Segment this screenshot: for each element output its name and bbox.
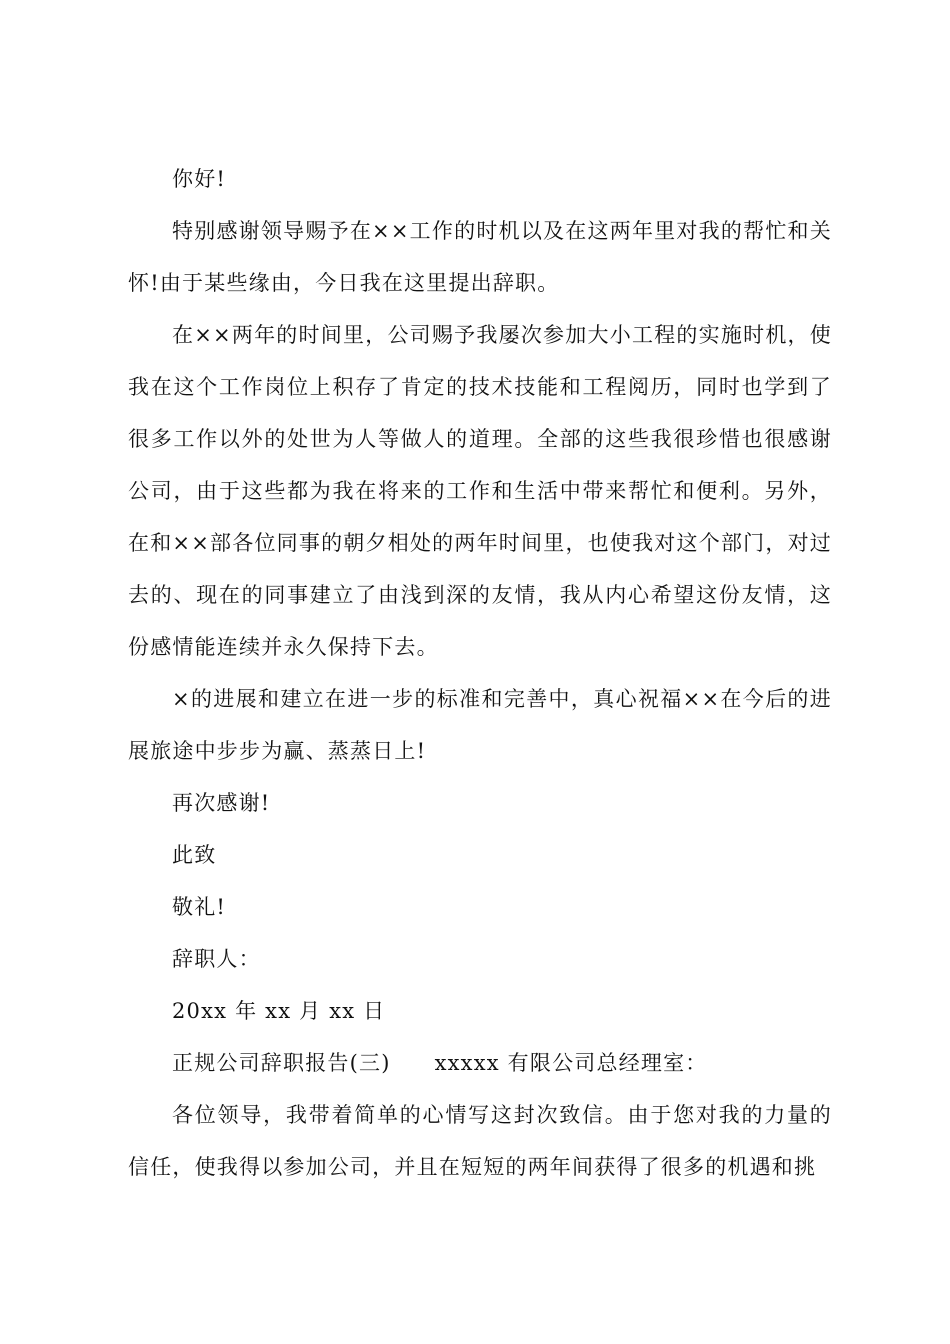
next-section-title: 正规公司辞职报告(三) — [172, 1051, 391, 1075]
signature-label: 辞职人： — [172, 947, 261, 971]
next-section-recipient: xxxxx 有限公司总经理室： — [434, 1051, 708, 1075]
greeting: 你好! — [172, 167, 227, 191]
paragraph-experience: 在××两年的时间里，公司赐予我屡次参加大小工程的实施时机，使我在这个工作岗位上积存了肯定的技术技能和工程阅历，同时也学到了很多工作以外的处世为人等做人的道理。全部的这些我很珍惜也很感谢公司，由于这些都为我在将来的工作和生活中带来帮忙和便利。另外，在和××部各位同事的朝夕相处的两年时间里，也使我对这个部门，对过去的、现在的同事建立了由浅到深的友情，我从内心希望这份友情，这份感情能连续并永久保持下去。 — [128, 323, 832, 659]
next-section-heading — [128, 1037, 832, 1089]
paragraph-next-letter: 各位领导，我带着简单的心情写这封次致信。由于您对我的力量的信任，使我得以参加公司，并且在短短的两年间获得了很多的机遇和挑 — [128, 1103, 832, 1179]
paragraph-wishes: ×的进展和建立在进一步的标准和完善中，真心祝福××在今后的进展旅途中步步为赢、蒸蒸日上! — [128, 687, 832, 763]
paragraph-thanks: 特别感谢领导赐予在××工作的时机以及在这两年里对我的帮忙和关怀!由于某些缘由，今日我在这里提出辞职。 — [128, 219, 832, 295]
letter-date: 20xx 年 xx 月 xx 日 — [172, 999, 386, 1023]
closing-salutation-2: 敬礼! — [172, 895, 227, 919]
letter-body — [128, 153, 832, 1193]
closing-thanks: 再次感谢! — [172, 791, 271, 815]
closing-salutation-1: 此致 — [172, 843, 217, 867]
